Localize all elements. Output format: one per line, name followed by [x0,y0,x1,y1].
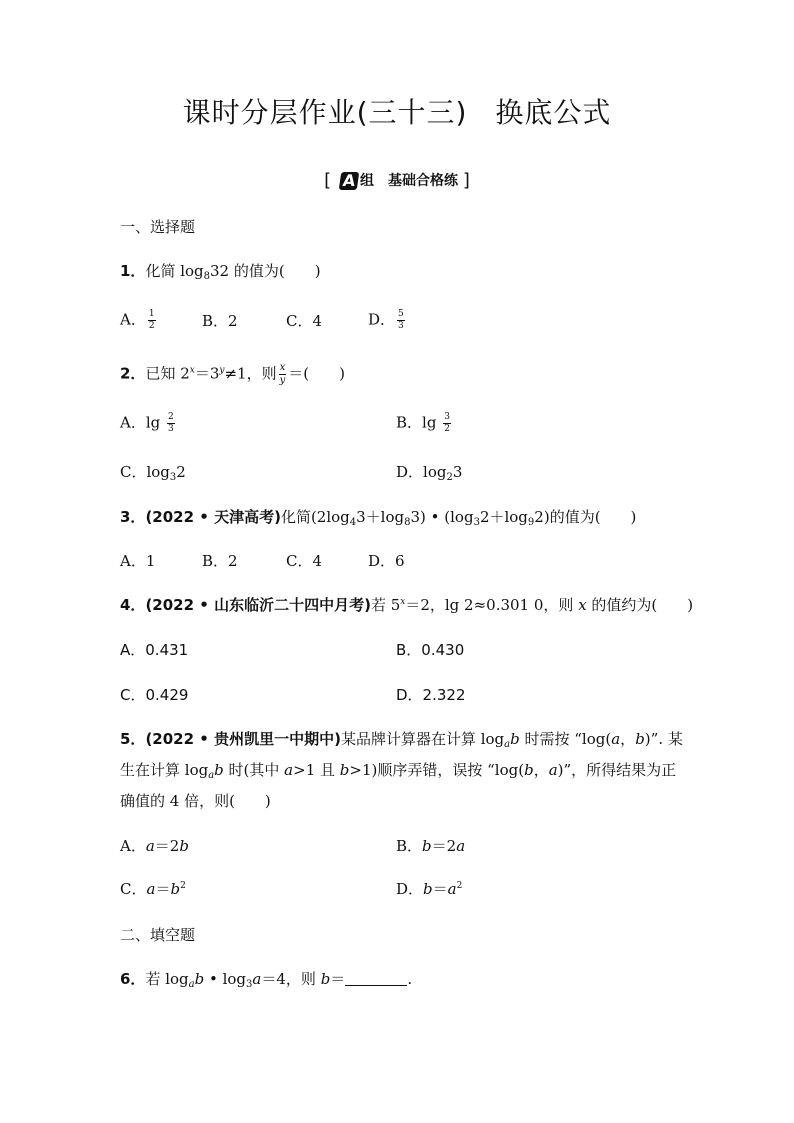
page-title [0,96,794,130]
option-label: B．lg [396,413,437,432]
question-text: 2)的值为( ) [534,508,637,526]
fraction-numerator: x [279,362,286,373]
option-d [368,310,407,331]
variable: x [578,596,587,614]
variable: b [339,761,350,779]
question-text: 时需按 “log( [519,730,612,748]
variable: a [611,730,621,748]
variable: a [284,761,294,779]
question-text: )”，所得结果为正 [557,761,677,779]
option-label: A．lg [120,413,161,432]
question-number: 3． [120,508,146,526]
question-text: >1)顺序弄错，误按 “log( [349,761,525,779]
question-source: (2022 • 贵州凯里一中期中) [145,730,341,748]
option-label: D． [396,880,424,898]
question-text: ＝4，则 [261,970,321,988]
fraction-numerator: 2 [168,412,174,422]
fraction-numerator: 1 [148,309,155,319]
option-text: C．log [120,463,170,481]
option-label: A． [120,310,146,329]
question-text: ＝( ) [288,364,345,383]
question-number: 2． [120,364,146,383]
fraction-denominator: 2 [444,424,450,434]
group-close-bracket: ] [462,170,470,191]
question-number: 6． [120,970,146,988]
question-text: ＝3 [194,364,220,383]
question-text: >1 且 [293,761,340,779]
question-5-line-2 [120,761,676,782]
option-b [396,837,465,855]
question-source: (2022 • 天津高考) [145,508,281,526]
superscript: 2 [180,881,186,891]
option-d [396,463,462,484]
variable: a [145,837,155,855]
variable: b [194,970,205,988]
superscript: x [189,365,195,376]
option-b: B．0.430 [396,641,465,659]
question-number: 4． [120,596,146,614]
variable: a [252,970,262,988]
variable: b [423,880,433,898]
superscript: 2 [456,881,463,891]
variable: b [510,730,520,748]
variable: b [635,730,645,748]
question-6 [120,970,412,991]
option-b [396,413,453,434]
fraction-denominator: y [279,375,286,386]
variable: b [422,837,432,855]
question-text: • log [204,970,247,988]
option-text: ＝ [155,880,171,898]
question-text: 若 log [145,970,189,988]
variable: b [179,837,189,855]
superscript: y [219,365,225,376]
option-c [120,880,186,898]
option-text: ＝ [432,880,448,898]
fraction-denominator: 2 [148,321,155,331]
subscript: 8 [404,517,411,528]
question-5-line-3: 确值的 4 倍，则( ) [120,792,271,810]
question-number: 1． [120,262,146,280]
question-text: 时(其中 [223,761,285,779]
question-text: 生在计算 log [120,761,209,779]
fraction-denominator: 3 [168,424,174,434]
question-text: ≠1，则 [224,364,277,383]
option-label: C． [120,880,147,898]
option-a [120,837,189,855]
question-text: )”. 某 [644,730,683,748]
variable: b [214,761,224,779]
question-text: 化简 log [145,262,204,280]
group-badge-icon: A [339,172,360,190]
question-source: (2022 • 山东临沂二十四中月考) [145,596,371,614]
option-label: D． [368,310,396,329]
subscript: a [504,739,511,750]
variable: a [456,837,466,855]
question-text: 3＋log [356,508,405,526]
option-b: B．2 [202,312,238,330]
subscript: 8 [203,271,211,282]
title-main: 课时分层作业(三十三) [182,96,468,129]
subscript: a [188,979,195,990]
answer-blank-field[interactable] [345,971,407,986]
group-label: 组 基础合格练 [360,173,458,189]
section-fill: 二、填空题 [120,926,196,944]
title-topic: 换底公式 [495,96,612,129]
question-1 [120,262,321,283]
variable: a [146,880,156,898]
subscript: 2 [446,472,453,483]
group-open-bracket: [ [324,170,332,191]
option-a: A．0.431 [120,641,189,659]
question-text: 的值约为( ) [586,596,694,614]
option-d: D．6 [368,552,405,570]
option-text: ＝2 [154,837,180,855]
question-2 [120,363,345,386]
question-5 [120,730,683,751]
variable: b [170,880,181,898]
option-c: C．4 [286,552,323,570]
fraction-numerator: 3 [444,412,450,422]
option-text: 3 [452,463,463,481]
option-text: ＝2 [431,837,457,855]
variable: b [524,761,534,779]
superscript: x [400,597,406,607]
question-4 [120,596,693,614]
option-label: A． [120,837,146,855]
option-c [120,463,186,484]
option-a [120,413,177,434]
variable: b [320,970,331,988]
subscript: a [208,770,215,781]
section-choice: 一、选择题 [120,218,196,236]
option-text: 2 [176,463,186,481]
question-text: 2＋log [479,508,528,526]
question-text: 若 5 [370,596,401,614]
fraction-numerator: 5 [398,309,404,319]
subscript: 9 [527,517,535,528]
question-text: 已知 2 [145,364,190,383]
option-text: D．log [396,463,447,481]
group-header [0,170,794,192]
question-text: 32 的值为( ) [210,262,321,280]
subscript: 3 [473,517,480,528]
option-a [120,310,158,331]
question-text: 某品牌计算器在计算 log [340,730,505,748]
question-text: ， [533,761,549,779]
question-text: ＝2，lg 2≈0.301 0，则 [405,596,579,614]
option-d [396,880,462,898]
question-text: 3) • (log [410,508,474,526]
fraction-denominator: 3 [398,321,404,331]
question-number: 5． [120,730,146,748]
option-c: C．4 [286,312,323,330]
subscript: 4 [349,517,357,528]
question-text: ＝ [330,970,346,988]
option-d: D．2.322 [396,686,466,704]
subscript: 3 [246,979,253,990]
option-label: B． [396,837,423,855]
option-b: B．2 [202,552,238,570]
question-text: 化简(2log [280,508,350,526]
question-text: ， [620,730,636,748]
question-text: . [407,970,413,988]
subscript: 3 [169,472,177,483]
question-3 [120,508,636,529]
variable: a [548,761,558,779]
option-a: A．1 [120,552,156,570]
variable: a [447,880,457,898]
option-c: C．0.429 [120,686,189,704]
